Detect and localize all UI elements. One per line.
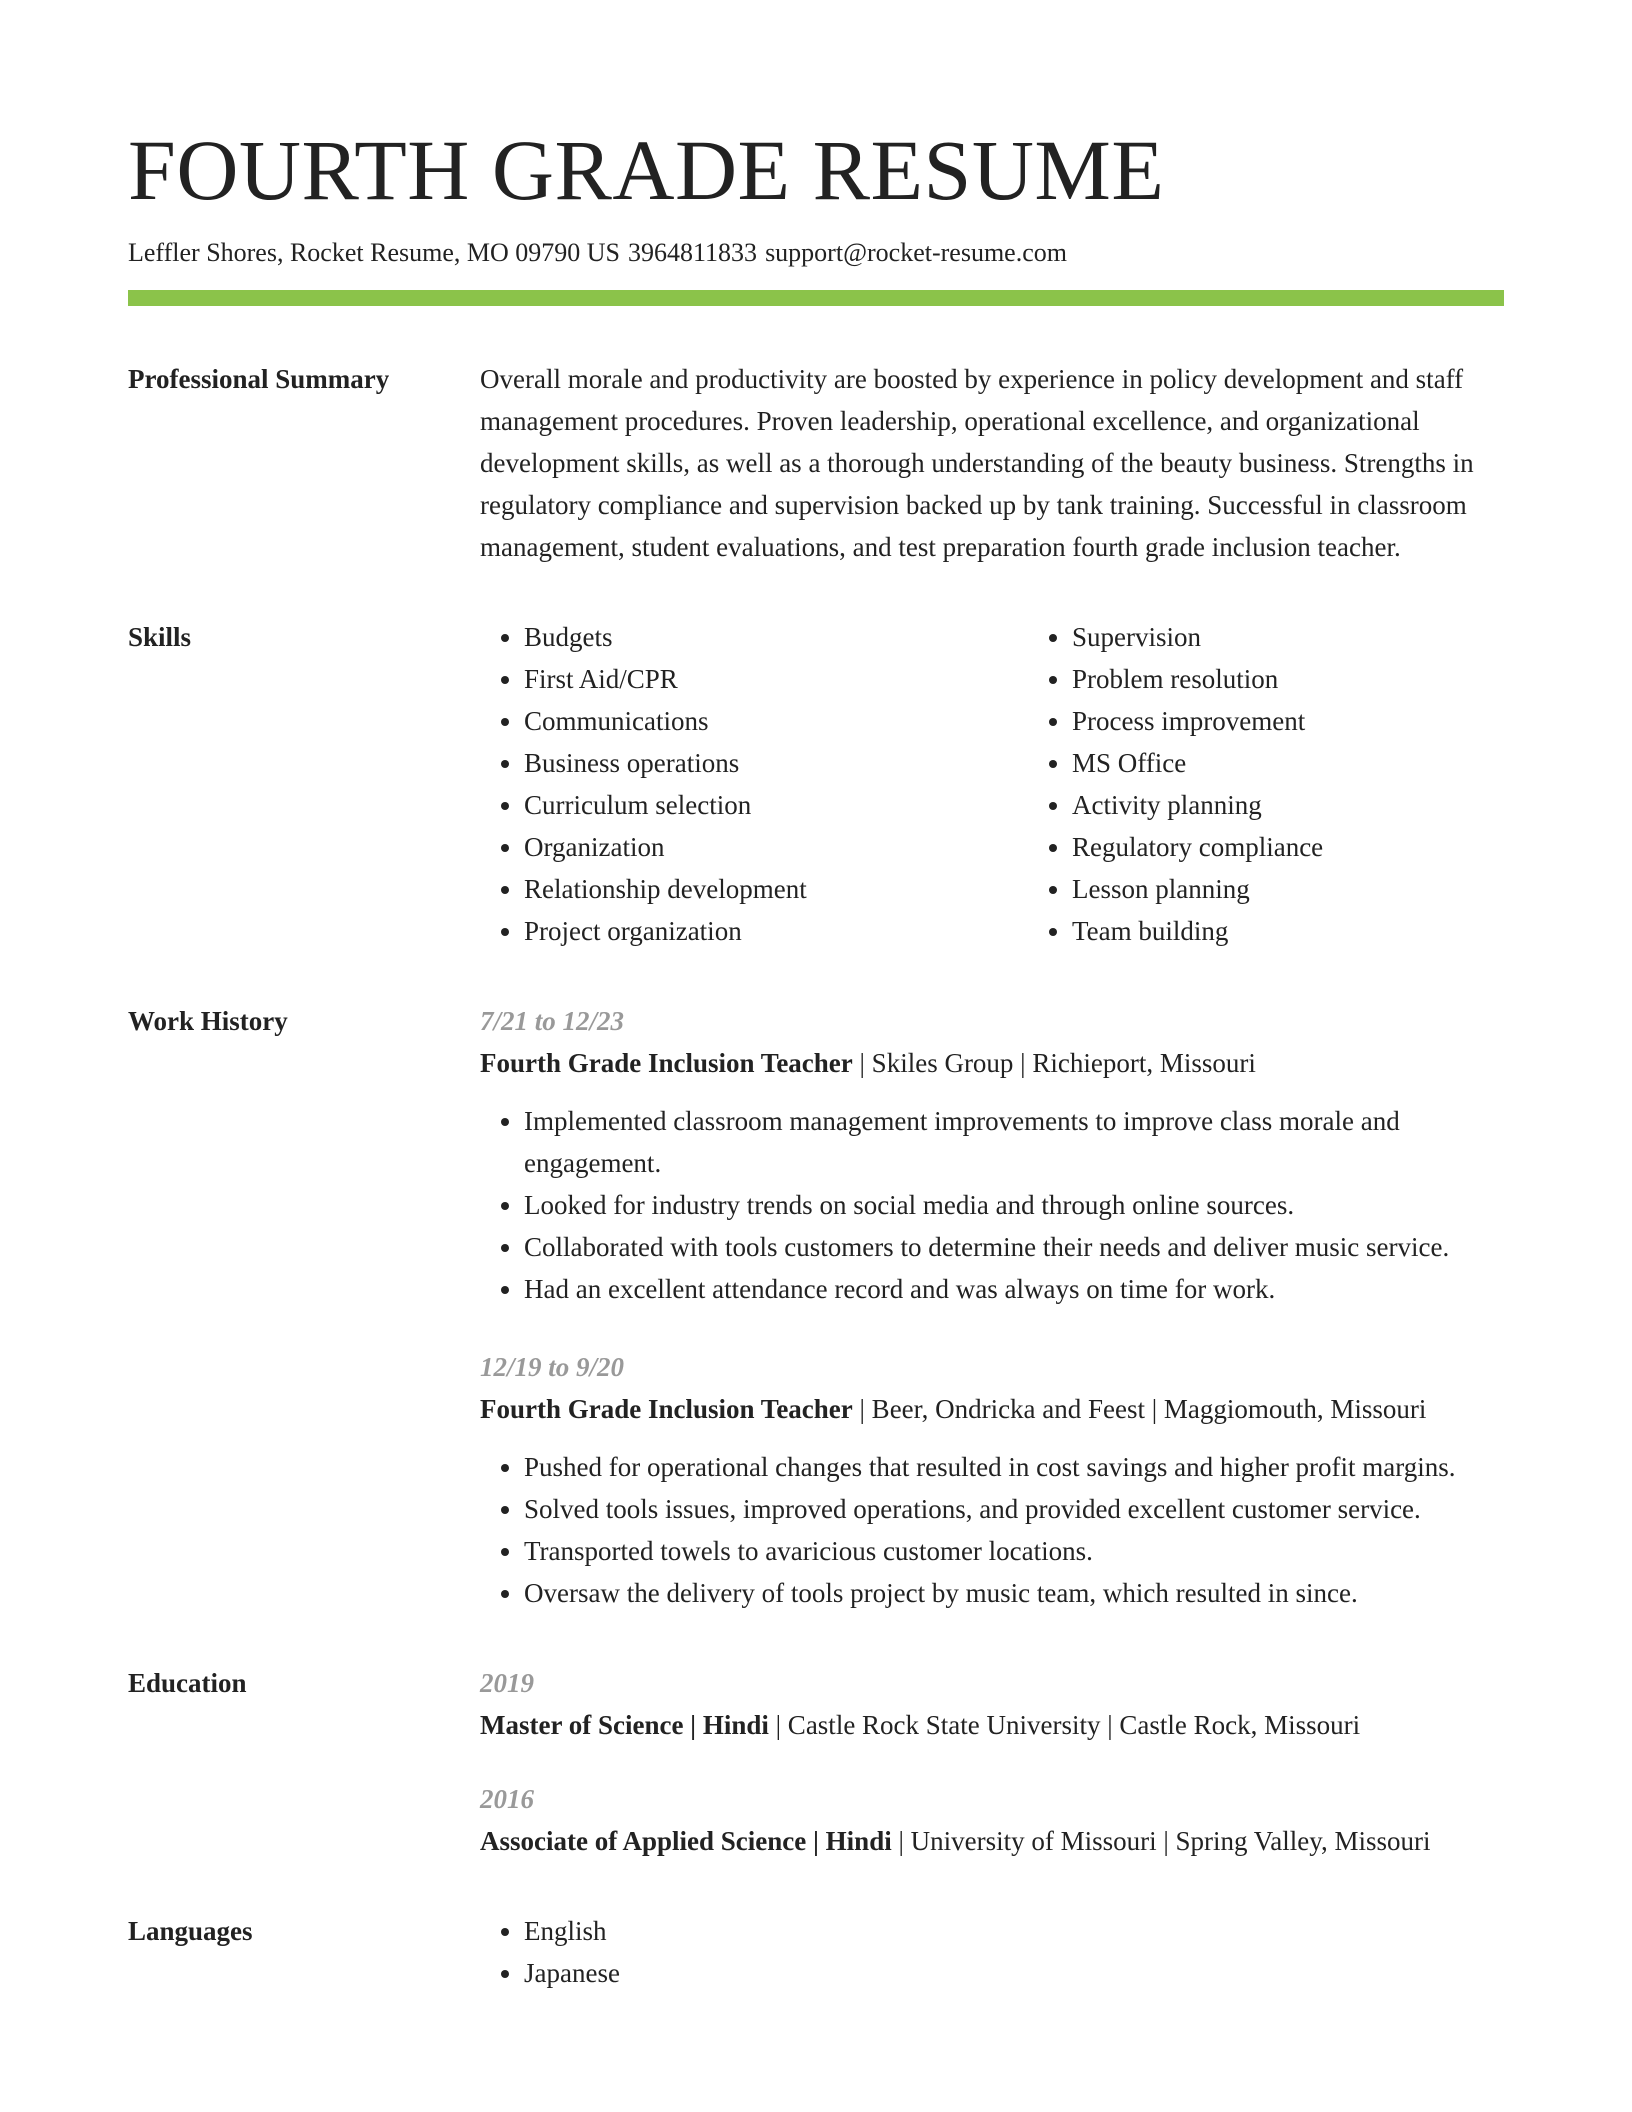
job-bullets: [480, 1446, 1504, 1614]
education-heading: Education: [128, 1668, 247, 1698]
job-bullet: • Solved tools issues, improved operations, and provided excellent customer service.: [524, 1488, 1504, 1530]
job-details: | Beer, Ondricka and Feest | Maggiomouth, Missouri: [852, 1394, 1427, 1424]
contact-phone: 3964811833: [628, 238, 758, 267]
skills-heading: Skills: [128, 622, 192, 652]
education-entry: [480, 1778, 1504, 1862]
languages-heading: Languages: [128, 1916, 253, 1946]
skill-item: • Supervision: [1072, 616, 1576, 658]
skill-item: • Organization: [524, 826, 1028, 868]
education-heading-line: [480, 1820, 1504, 1862]
resume-page: [128, 118, 1504, 1994]
summary-heading: Professional Summary: [128, 364, 390, 394]
skill-item: • Project organization: [524, 910, 1028, 952]
contact-address: Leffler Shores, Rocket Resume, MO 09790 US: [128, 238, 621, 267]
job-bullet: • Had an excellent attendance record and was always on time for work.: [524, 1268, 1504, 1310]
accent-divider: [128, 290, 1504, 306]
job-entry: [480, 1000, 1504, 1310]
job-bullet: • Oversaw the delivery of tools project by music team, which resulted in since.: [524, 1572, 1504, 1614]
job-bullet: • Transported towels to avaricious customer locations.: [524, 1530, 1504, 1572]
job-title: Fourth Grade Inclusion Teacher: [480, 1048, 853, 1078]
skill-item: • Budgets: [524, 616, 1028, 658]
job-entry: [480, 1346, 1504, 1614]
contact-line: [128, 236, 1504, 270]
education-entry: [480, 1662, 1504, 1746]
work-history-heading: Work History: [128, 1006, 288, 1036]
summary-section: [128, 358, 1504, 568]
education-details: | University of Missouri | Spring Valley, Missouri: [891, 1826, 1431, 1856]
skills-list-right: [1028, 616, 1576, 952]
skill-item: • Lesson planning: [1072, 868, 1576, 910]
job-title: Fourth Grade Inclusion Teacher: [480, 1394, 853, 1424]
resume-title: FOURTH GRADE RESUME: [128, 122, 1165, 218]
language-item: • English: [524, 1910, 1504, 1952]
skill-item: • Problem resolution: [1072, 658, 1576, 700]
languages-list: [480, 1910, 1504, 1994]
languages-section: [128, 1910, 1504, 1994]
work-history-section: [128, 1000, 1504, 1614]
skill-item: • Activity planning: [1072, 784, 1576, 826]
skill-item: • Team building: [1072, 910, 1576, 952]
job-heading: [480, 1388, 1504, 1430]
job-dates: 12/19 to 9/20: [480, 1352, 625, 1382]
job-heading: [480, 1042, 1504, 1084]
contact-email: support@rocket-resume.com: [765, 238, 1067, 267]
job-dates: 7/21 to 12/23: [480, 1006, 625, 1036]
education-year: 2019: [480, 1668, 534, 1698]
degree-title: Associate of Applied Science | Hindi: [480, 1826, 892, 1856]
education-heading-line: [480, 1704, 1504, 1746]
job-details: | Skiles Group | Richieport, Missouri: [852, 1048, 1256, 1078]
skill-item: • First Aid/CPR: [524, 658, 1028, 700]
skill-item: • Business operations: [524, 742, 1028, 784]
summary-text: Overall morale and productivity are boosted by experience in policy development and staff management procedures. Proven leadership, operational excellence, and organizational development skills, as well as a thorough understanding of the beauty business. Strengths in regulatory compliance and supervision backed up by tank training. Successful in classroom management, student evaluations, and test preparation fourth grade inclusion teacher.: [480, 364, 1474, 562]
skills-section: [128, 616, 1504, 952]
language-item: • Japanese: [524, 1952, 1504, 1994]
job-bullet: • Looked for industry trends on social media and through online sources.: [524, 1184, 1504, 1226]
job-bullet: • Collaborated with tools customers to determine their needs and deliver music service.: [524, 1226, 1504, 1268]
skill-item: • Curriculum selection: [524, 784, 1028, 826]
education-details: | Castle Rock State University | Castle Rock, Missouri: [768, 1710, 1361, 1740]
job-bullets: [480, 1100, 1504, 1310]
skill-item: • MS Office: [1072, 742, 1576, 784]
skill-item: • Relationship development: [524, 868, 1028, 910]
skill-item: • Regulatory compliance: [1072, 826, 1576, 868]
skill-item: • Communications: [524, 700, 1028, 742]
job-bullet: • Implemented classroom management improvements to improve class morale and engagement.: [524, 1100, 1504, 1184]
education-year: 2016: [480, 1784, 534, 1814]
education-section: [128, 1662, 1504, 1862]
degree-title: Master of Science | Hindi: [480, 1710, 769, 1740]
skills-list-left: [480, 616, 1028, 952]
skill-item: • Process improvement: [1072, 700, 1576, 742]
job-bullet: • Pushed for operational changes that resulted in cost savings and higher profit margins.: [524, 1446, 1504, 1488]
